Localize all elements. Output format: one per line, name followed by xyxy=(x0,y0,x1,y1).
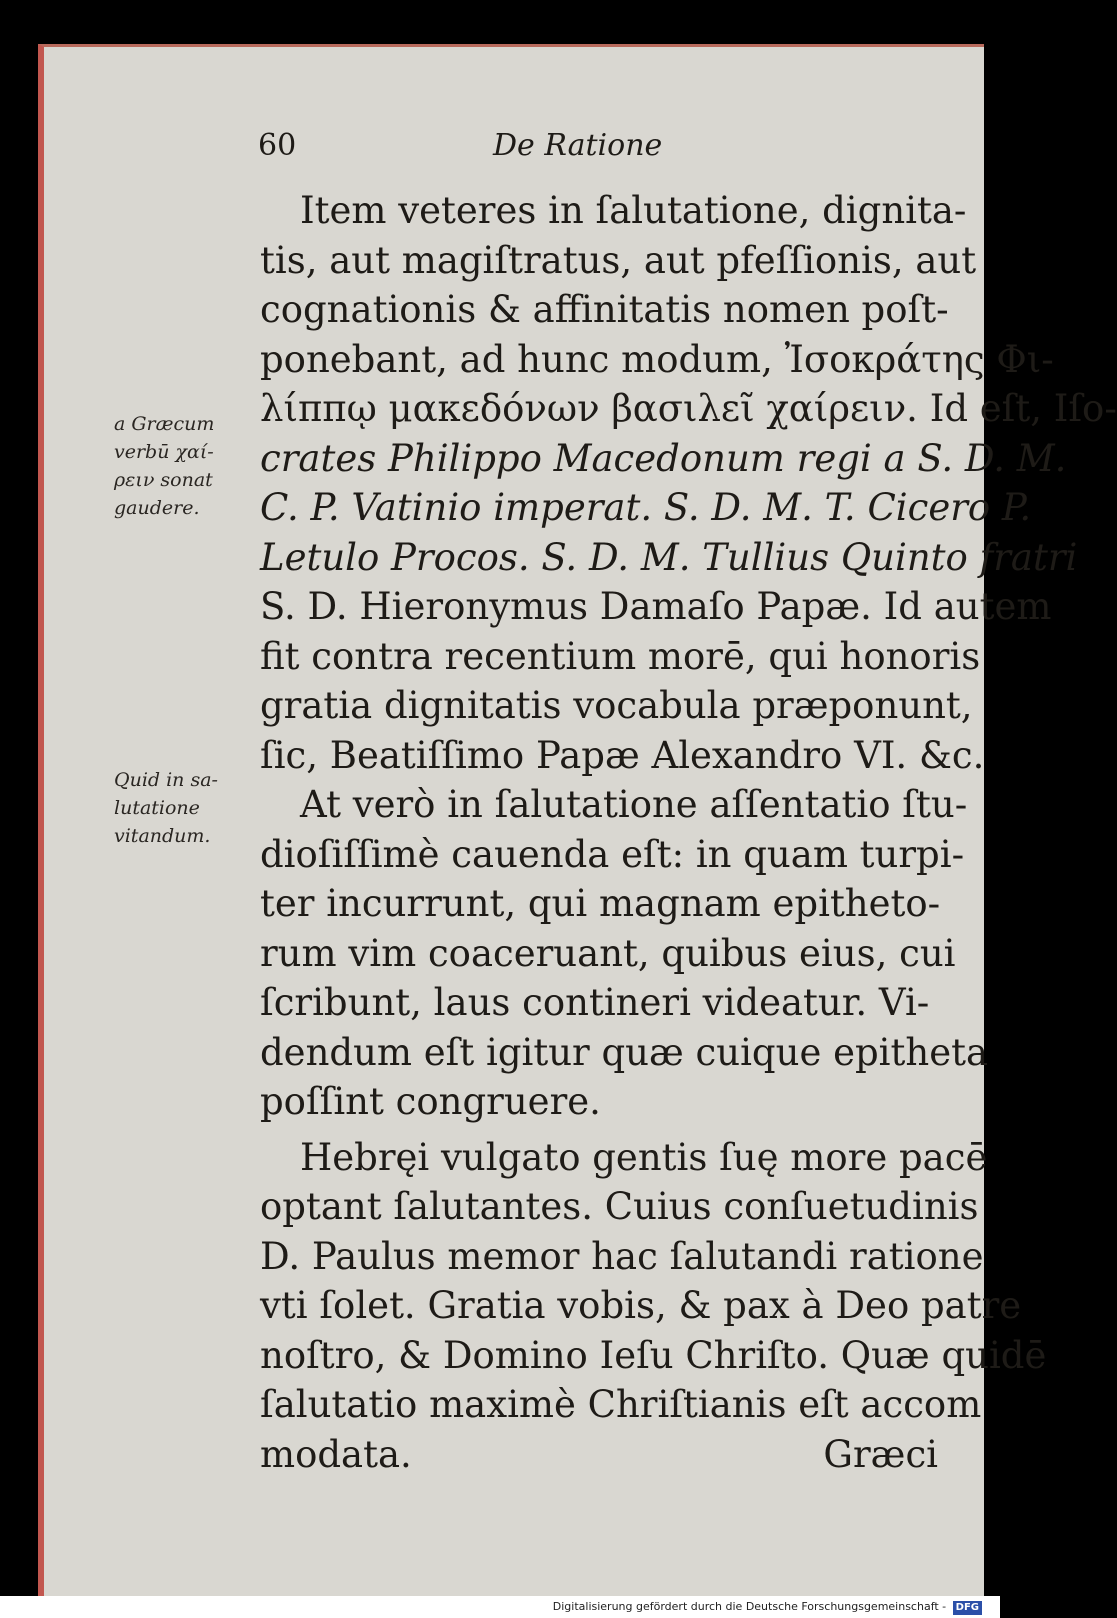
margin-note-line: vitandum. xyxy=(114,825,211,847)
text-line: fit contra recentium morē, qui honoris xyxy=(260,634,981,678)
margin-note-line: ρειν sonat xyxy=(114,469,213,491)
text-line: Item veteres in ſalutatione, dignita- xyxy=(300,189,967,232)
text-line: ter incurrunt, qui magnam epitheto- xyxy=(260,882,941,925)
margin-note-line: Quid in sa- xyxy=(114,769,218,791)
margin-note-greek-verb xyxy=(114,410,254,522)
footer-text: Digitalisierung gefördert durch die Deutsche Forschungsgemeinschaft - xyxy=(552,1600,947,1613)
text-line: dendum eſt igitur quæ cuique epitheta xyxy=(260,1030,989,1074)
text-line: Letulo Procos. S. D. M. Tullius Quinto fratri xyxy=(260,535,1078,579)
text-line: S. D. Hieronymus Damaſo Papæ. Id autem xyxy=(260,585,1052,628)
page-header xyxy=(258,128,698,178)
text-line: crates Philippo Macedonum regi a S. D. M. xyxy=(260,436,1067,480)
catchword: Græci xyxy=(823,1432,938,1476)
text-line: λίππῳ μακεδόνων βασιλεῖ χαίρειν. Id eſt, Iſo- xyxy=(260,387,1117,430)
text-line: optant ſalutantes. Cuius conſuetudinis xyxy=(260,1185,979,1228)
text-line: dioſiſſimè cauenda eſt: in quam turpi- xyxy=(260,832,965,876)
text-line: ſic, Beatiſſimo Papæ Alexandro VI. &c. xyxy=(260,733,985,777)
body-text xyxy=(260,186,1117,1479)
margin-note-line: gaudere. xyxy=(114,497,200,519)
margin-note-line: lutatione xyxy=(114,797,200,819)
text-line: poſſint congruere. xyxy=(260,1080,601,1123)
footer-bar xyxy=(0,1596,1000,1618)
text-line: At verò in ſalutatione aſſentatio ſtu- xyxy=(300,783,968,826)
text-line: tis, aut magiſtratus, aut pfeſſionis, aut xyxy=(260,238,977,282)
text-line: noſtro, & Domino Ieſu Chriſto. Quæ quidē xyxy=(260,1333,1047,1377)
margin-note-line: verbū χαί- xyxy=(114,441,214,463)
text-line: cognationis & affinitatis nomen poſt- xyxy=(260,288,949,331)
text-line: ponebant, ad hunc modum, Ἰσοκράτης Φι- xyxy=(260,337,1054,381)
running-head: De Ratione xyxy=(493,128,663,163)
last-line xyxy=(260,1430,938,1480)
text-line: gratia dignitatis vocabula præponunt, xyxy=(260,684,973,727)
text-line: rum vim coaceruant, quibus eius, cui xyxy=(260,931,956,975)
text-line-end: modata. xyxy=(260,1432,412,1476)
text-line: Hebręi vulgato gentis ſuę more pacē xyxy=(300,1135,988,1179)
margin-note-line: a Græcum xyxy=(114,413,215,435)
text-line: ſcribunt, laus contineri videatur. Vi- xyxy=(260,981,930,1024)
margin-note-salutation xyxy=(114,766,254,850)
text-line: vti ſolet. Gratia vobis, & pax à Deo patre xyxy=(260,1284,1022,1327)
dfg-logo: DFG xyxy=(953,1601,982,1615)
page-number: 60 xyxy=(258,128,297,163)
text-line: D. Paulus memor hac ſalutandi ratione xyxy=(260,1234,984,1278)
text-line: ſalutatio maximè Chriſtianis eſt accom xyxy=(260,1383,982,1426)
text-line: C. P. Vatinio imperat. S. D. M. T. Cicero P. xyxy=(260,486,1032,529)
